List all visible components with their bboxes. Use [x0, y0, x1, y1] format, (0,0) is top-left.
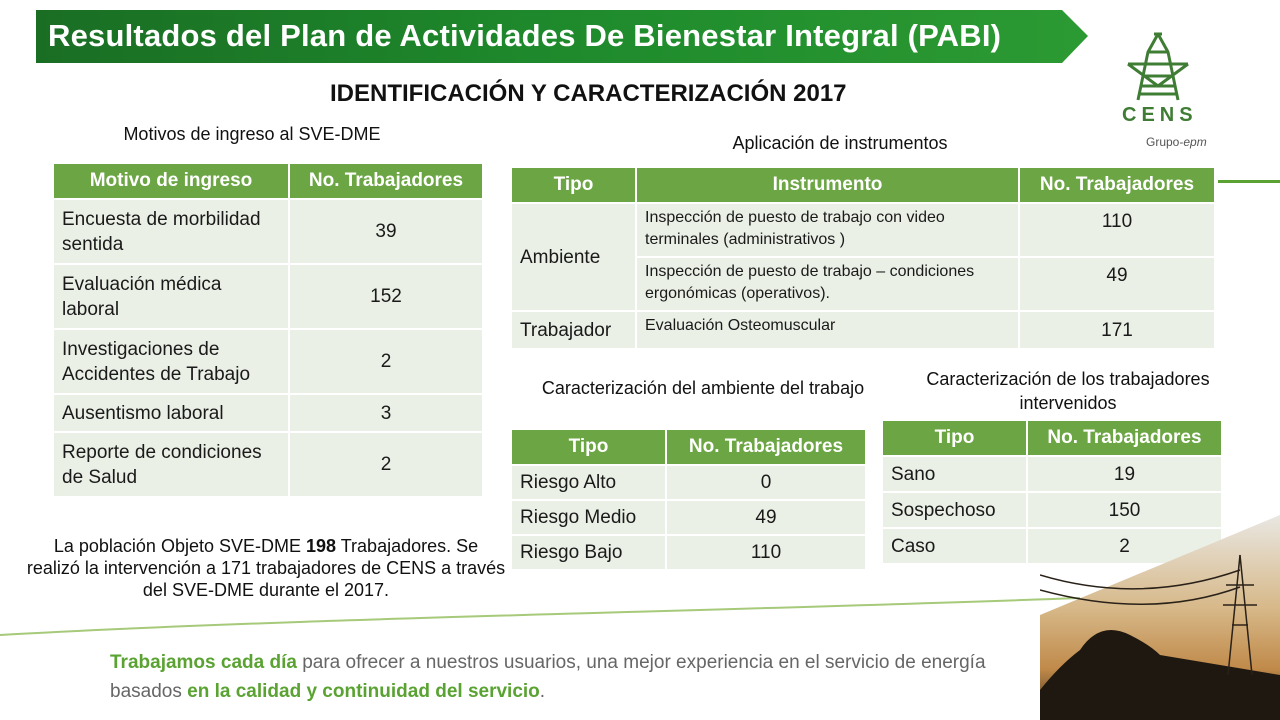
row-label: Evaluación médica laboral — [53, 264, 289, 329]
instrumentos-table — [510, 166, 1216, 350]
table-row — [53, 394, 483, 432]
row-value: 49 — [1019, 257, 1215, 311]
row-tipo: Trabajador — [511, 311, 636, 349]
page-title: Resultados del Plan de Actividades De Bienestar Integral (PABI) — [48, 18, 1002, 53]
row-instrumento: Inspección de puesto de trabajo con video terminales (administrativos ) — [636, 203, 1019, 257]
title-banner — [36, 10, 1088, 63]
row-label: Investigaciones de Accidentes de Trabajo — [53, 329, 289, 394]
row-value: 49 — [666, 500, 866, 535]
row-value: 150 — [1027, 492, 1222, 528]
column-header: Motivo de ingreso — [53, 163, 289, 199]
row-label: Sospechoso — [882, 492, 1027, 528]
instrumentos-caption: Aplicación de instrumentos — [732, 133, 948, 153]
ambiente-caption: Caracterización del ambiente del trabajo — [541, 378, 865, 398]
row-value: 39 — [289, 199, 483, 264]
logo-name: CENS — [1122, 104, 1198, 126]
table-row — [53, 199, 483, 264]
table-row — [53, 264, 483, 329]
row-label: Ausentismo laboral — [53, 394, 289, 432]
row-instrumento: Inspección de puesto de trabajo – condiciones ergonómicas (operativos). — [636, 257, 1019, 311]
ambiente-table — [510, 428, 867, 571]
row-value: 171 — [1019, 311, 1215, 349]
table-row — [511, 203, 1215, 257]
column-header: Tipo — [511, 429, 666, 465]
row-value: 152 — [289, 264, 483, 329]
row-value: 3 — [289, 394, 483, 432]
bottom-slogan: Trabajamos cada día para ofrecer a nuestros usuarios, una mejor experiencia en el servicio de energía basados en la calidad y continuidad del servicio. — [110, 652, 986, 702]
accent-line — [1218, 180, 1280, 183]
sunset-tower-photo — [1040, 515, 1280, 720]
table-header-row — [53, 163, 483, 199]
column-header: Tipo — [882, 420, 1027, 456]
row-value: 110 — [666, 535, 866, 570]
column-header: Tipo — [511, 167, 636, 203]
table-row — [511, 465, 866, 500]
row-tipo: Ambiente — [511, 203, 636, 311]
motivos-table — [52, 162, 484, 498]
column-header: No. Trabajadores — [1027, 420, 1222, 456]
section-heading: IDENTIFICACIÓN Y CARACTERIZACIÓN 2017 — [330, 80, 847, 107]
column-header: No. Trabajadores — [1019, 167, 1215, 203]
table-header-row — [511, 167, 1215, 203]
row-value: 0 — [666, 465, 866, 500]
row-label: Encuesta de morbilidad sentida — [53, 199, 289, 264]
table-header-row — [511, 429, 866, 465]
motivos-caption: Motivos de ingreso al SVE-DME — [123, 124, 381, 144]
row-value: 2 — [1027, 528, 1222, 564]
row-label: Riesgo Medio — [511, 500, 666, 535]
table-row — [511, 311, 1215, 349]
population-note: La población Objeto SVE-DME 198 Trabajadores. Se realizó la intervención a 171 trabajadores de CENS a través del SVE-DME durante el 2017. — [26, 536, 506, 600]
table-row — [511, 500, 866, 535]
column-header: Instrumento — [636, 167, 1019, 203]
logo-group-label: Grupo-epm — [1146, 135, 1207, 149]
row-label: Riesgo Alto — [511, 465, 666, 500]
row-value: 19 — [1027, 456, 1222, 492]
column-header: No. Trabajadores — [666, 429, 866, 465]
row-value: 2 — [289, 329, 483, 394]
table-header-row — [882, 420, 1222, 456]
trabajadores-caption: Caracterización de los trabajadores intervenidos — [926, 369, 1210, 413]
row-instrumento: Evaluación Osteomuscular — [636, 311, 1019, 349]
row-label: Reporte de condiciones de Salud — [53, 432, 289, 497]
row-label: Caso — [882, 528, 1027, 564]
table-row — [882, 456, 1222, 492]
column-header: No. Trabajadores — [289, 163, 483, 199]
row-label: Riesgo Bajo — [511, 535, 666, 570]
table-row — [53, 329, 483, 394]
row-value: 2 — [289, 432, 483, 497]
row-label: Sano — [882, 456, 1027, 492]
row-value: 110 — [1019, 203, 1215, 257]
table-row — [53, 432, 483, 497]
